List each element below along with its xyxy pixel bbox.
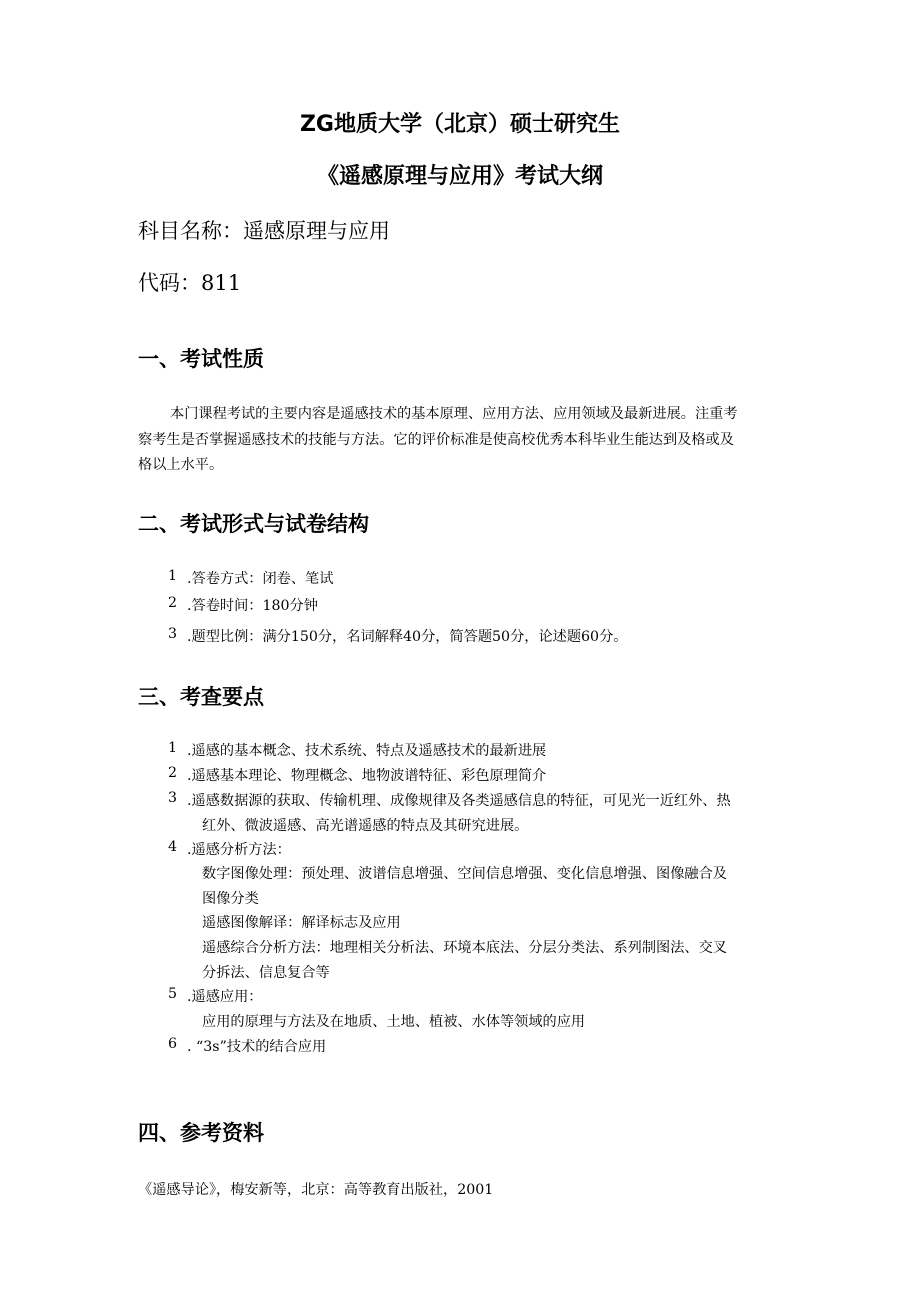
- list-item: . “3s”技术的结合应用: [187, 1039, 327, 1055]
- section-2-heading: 二、考试形式与试卷结构: [138, 512, 369, 536]
- list-item-number: 2: [168, 595, 178, 611]
- document-subtitle: 《遥感原理与应用》考试大纲: [316, 164, 603, 189]
- subject-name: 科目名称：遥感原理与应用: [138, 219, 390, 243]
- list-item-number: 1: [168, 568, 178, 584]
- list-item-continuation: 红外、微波遥感、高光谱遥感的特点及其研究进展。: [202, 818, 529, 834]
- sub-item-line: 应用的原理与方法及在地质、土地、植被、水体等领域的应用: [202, 1014, 586, 1030]
- list-item: .遥感分析方法：: [187, 842, 291, 858]
- section-1-paragraph-line: 本门课程考试的主要内容是遥感技术的基本原理、应用方法、应用领域及最新进展。注重考: [170, 406, 738, 422]
- subject-code: 代码：811: [138, 271, 242, 295]
- list-item-number: 6: [168, 1036, 178, 1052]
- list-item-number: 3: [168, 626, 178, 642]
- reference-entry: 《遥感导论》，梅安新等，北京：高等教育出版社，2001: [138, 1182, 494, 1198]
- list-item: .题型比例：满分150分，名词解释40分，简答题50分，论述题60分。: [187, 629, 628, 645]
- list-item: .遥感数据源的获取、传输机理、成像规律及各类遥感信息的特征，可见光一近红外、热: [187, 793, 731, 809]
- section-3-heading: 三、考查要点: [138, 685, 264, 709]
- section-1-heading: 一、考试性质: [138, 347, 264, 371]
- sub-item-line: 图像分类: [202, 891, 259, 907]
- list-item-number: 4: [168, 839, 178, 855]
- list-item: .遥感基本理论、物理概念、地物波谱特征、彩色原理简介: [187, 768, 547, 784]
- sub-item-line: 分拆法、信息复合等: [202, 965, 330, 981]
- list-item: .遥感应用：: [187, 989, 263, 1005]
- sub-item-line: 遥感图像解译：解译标志及应用: [202, 915, 401, 931]
- section-1-paragraph-line: 察考生是否掌握遥感技术的技能与方法。它的评价标准是使高校优秀本科毕业生能达到及格或及: [138, 432, 734, 448]
- list-item-number: 5: [168, 986, 178, 1002]
- list-item: .答卷时间：180分钟: [187, 598, 318, 614]
- document-title: ZG地质大学（北京）硕士研究生: [299, 112, 620, 137]
- sub-item-line: 数字图像处理：预处理、波谱信息增强、空间信息增强、变化信息增强、图像融合及: [202, 866, 727, 882]
- section-1-paragraph-line: 格以上水平。: [138, 457, 224, 473]
- list-item-number: 2: [168, 765, 178, 781]
- section-4-heading: 四、参考资料: [138, 1121, 264, 1145]
- sub-item-line: 遥感综合分析方法：地理相关分析法、环境本底法、分层分类法、系列制图法、交叉: [202, 940, 727, 956]
- list-item: .遥感的基本概念、技术系统、特点及遥感技术的最新进展: [187, 743, 547, 759]
- list-item-number: 1: [168, 740, 178, 756]
- list-item: .答卷方式：闭卷、笔试: [187, 571, 334, 587]
- list-item-number: 3: [168, 790, 178, 806]
